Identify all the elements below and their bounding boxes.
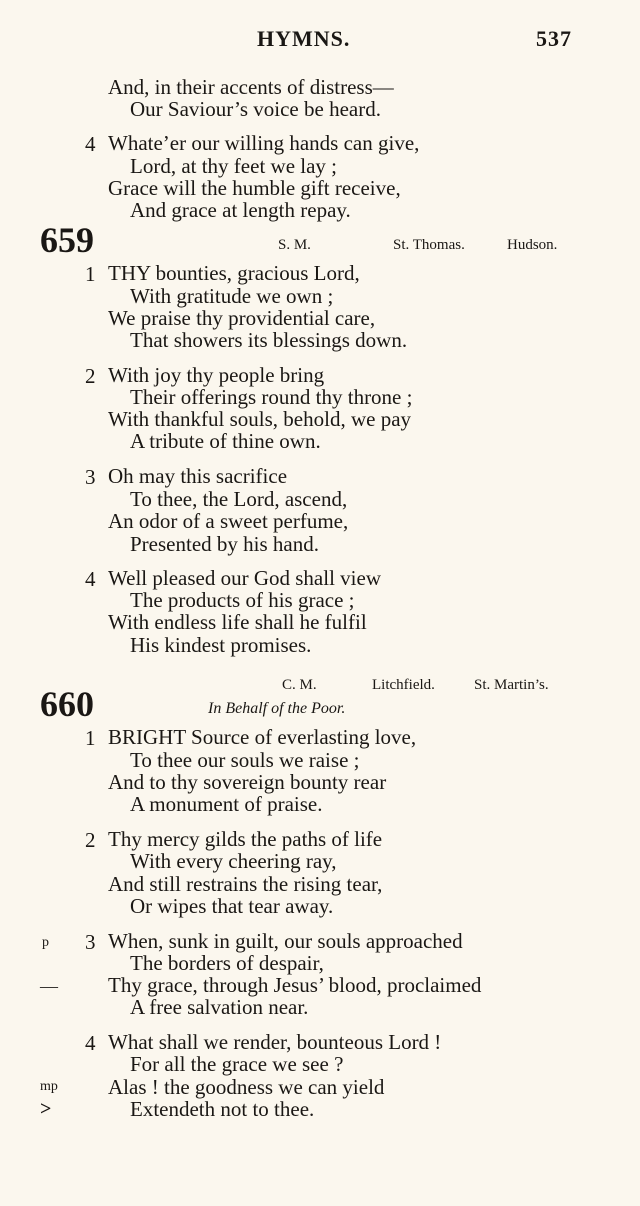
verse-line: To thee our souls we raise ; [130, 748, 360, 772]
verse-line: The borders of despair, [130, 951, 324, 975]
verse-line: Their offerings round thy throne ; [130, 385, 413, 409]
verse-line: Extendeth not to thee. [130, 1097, 315, 1121]
hymn-number: 659 [40, 220, 94, 260]
verse-line: THY bounties, gracious Lord, [108, 261, 360, 285]
verse-line: Presented by his hand. [130, 532, 319, 556]
verse-number: 4 [85, 132, 96, 156]
verse-line: Oh may this sacrifice [108, 464, 288, 488]
verse-line: Thy mercy gilds the paths of life [108, 827, 383, 851]
verse-line: Thy grace, through Jesus’ blood, proclaimed [108, 973, 482, 997]
hymn-subtitle: In Behalf of the Poor. [208, 700, 346, 717]
verse-line: And still restrains the rising tear, [108, 872, 383, 896]
hymn-meter: C. M. [282, 677, 317, 693]
tune-name: Hudson. [507, 237, 558, 253]
tune-name: St. Martin’s. [474, 677, 549, 693]
verse-line: BRIGHT Source of everlasting love, [108, 725, 417, 749]
verse-line: And grace at length repay. [130, 198, 351, 222]
verse-line: The products of his grace ; [130, 588, 355, 612]
verse-line: A free salvation near. [130, 995, 309, 1019]
verse-line: We praise thy providential care, [108, 306, 376, 330]
verse-line: What shall we render, bounteous Lord ! [108, 1030, 442, 1054]
tune-name: St. Thomas. [393, 237, 465, 253]
verse-number: 3 [85, 465, 96, 489]
page-number: 537 [536, 26, 572, 51]
verse-number: 2 [85, 828, 96, 852]
verse-line: A tribute of thine own. [130, 429, 321, 453]
verse-line: An odor of a sweet perfume, [108, 509, 349, 533]
verse-number: 4 [85, 1031, 96, 1055]
tune-name: Litchfield. [372, 677, 435, 693]
verse-line: For all the grace we see ? [130, 1052, 344, 1076]
verse-line: Lord, at thy feet we lay ; [130, 154, 338, 178]
verse-line: Well pleased our God shall view [108, 566, 381, 590]
verse-line: With thankful souls, behold, we pay [108, 407, 412, 431]
verse-number: 1 [85, 262, 96, 286]
running-header: HYMNS. [257, 26, 351, 51]
dynamic-mark-mp: mp [40, 1079, 58, 1094]
verse-number: 1 [85, 726, 96, 750]
verse-line: That showers its blessings down. [130, 328, 408, 352]
verse-line: Grace will the humble gift receive, [108, 176, 401, 200]
verse-line: Our Saviour’s voice be heard. [130, 97, 381, 121]
verse-line: With gratitude we own ; [130, 284, 334, 308]
verse-line: With joy thy people bring [108, 363, 325, 387]
verse-line: A monument of praise. [130, 792, 323, 816]
dynamic-mark-p: p [42, 935, 49, 950]
verse-line: With endless life shall he fulfil [108, 610, 367, 634]
verse-line: To thee, the Lord, ascend, [130, 487, 348, 511]
verse-line: Whate’er our willing hands can give, [108, 131, 420, 155]
verse-line: And to thy sovereign bounty rear [108, 770, 387, 794]
verse-line: And, in their accents of distress— [108, 75, 394, 99]
verse-line: Alas ! the goodness we can yield [108, 1075, 385, 1099]
dynamic-mark-dash: — [40, 976, 58, 996]
verse-number: 2 [85, 364, 96, 388]
hymn-meter: S. M. [278, 237, 311, 253]
verse-line: His kindest promises. [130, 633, 312, 657]
verse-line: With every cheering ray, [130, 849, 337, 873]
verse-number: 3 [85, 930, 96, 954]
hymn-number: 660 [40, 684, 94, 724]
verse-line: When, sunk in guilt, our souls approached [108, 929, 463, 953]
dynamic-mark-decrescendo: > [40, 1098, 52, 1120]
verse-line: Or wipes that tear away. [130, 894, 334, 918]
verse-number: 4 [85, 567, 96, 591]
